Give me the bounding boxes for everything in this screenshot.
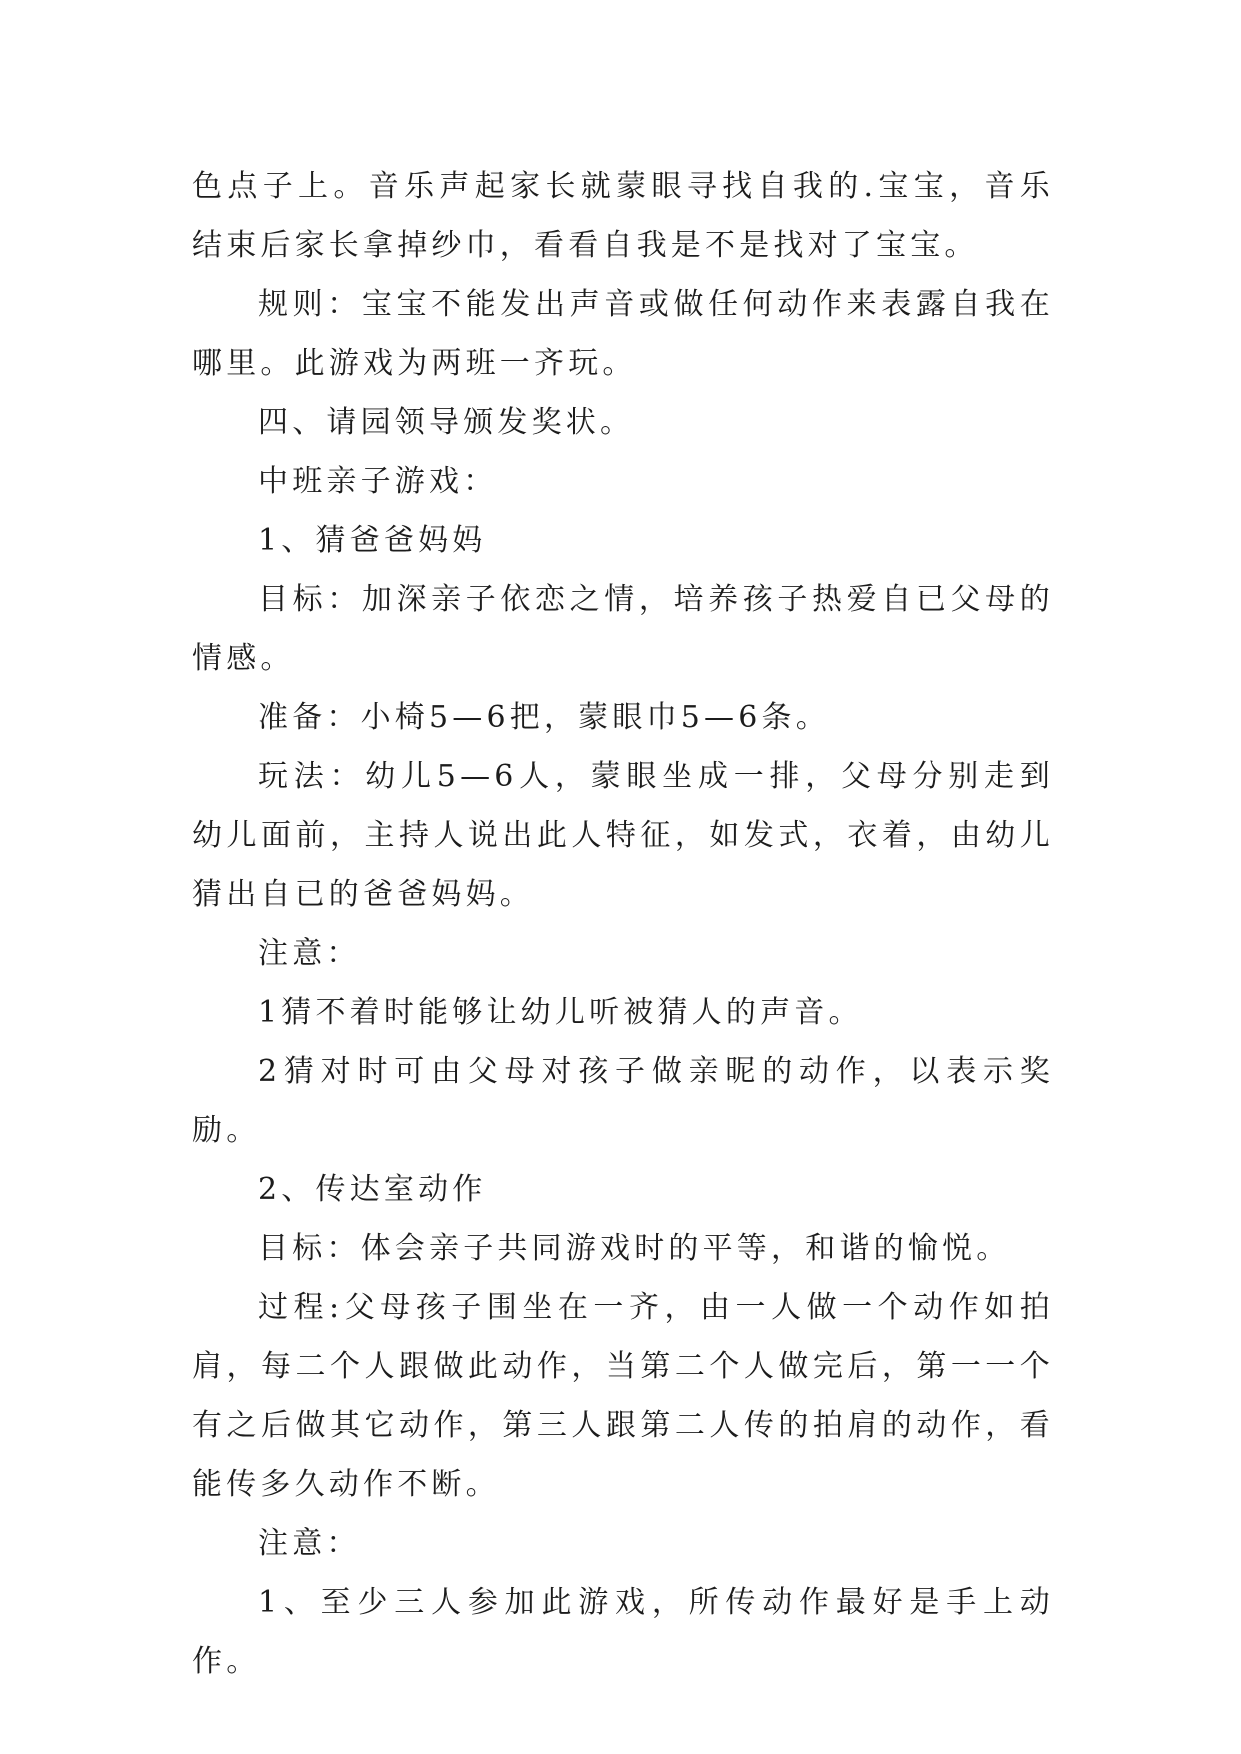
- paragraph-note-2-1: 1、至少三人参加此游戏，所传动作最好是手上动作。: [192, 1585, 1054, 1679]
- paragraph-preparation: 准备：小椅5—6把，蒙眼巾5—6条。: [258, 700, 830, 735]
- game-title-guess-parents: 1、猜爸爸妈妈: [258, 523, 487, 558]
- paragraph-rules: 规则：宝宝不能发出声音或做任何动作来表露自我在哪里。此游戏为两班一齐玩。: [192, 287, 1054, 381]
- section-heading-middle-class-games: 中班亲子游戏：: [258, 464, 498, 499]
- paragraph-how-to-play: 玩法：幼儿5—6人，蒙眼坐成一排，父母分别走到幼儿面前，主持人说出此人特征，如发式，衣着，由幼儿猜出自已的爸爸妈妈。: [192, 759, 1054, 912]
- document-body: [192, 157, 1054, 1691]
- paragraph-note-1-1: 1猜不着时能够让幼儿听被猜人的声音。: [258, 995, 863, 1030]
- paragraph-notes-heading-1: 注意：: [258, 936, 361, 971]
- paragraph-note-1-2: 2猜对时可由父母对孩子做亲昵的动作，以表示奖励。: [192, 1054, 1054, 1148]
- game-title-pass-action: 2、传达室动作: [258, 1172, 487, 1207]
- paragraph-award: 四、请园领导颁发奖状。: [258, 405, 635, 440]
- paragraph-goal-1: 目标：加深亲子依恋之情，培养孩子热爱自已父母的情感。: [192, 582, 1054, 676]
- paragraph-continuation: 色点子上。音乐声起家长就蒙眼寻找自我的.宝宝，音乐结束后家长拿掉纱巾，看看自我是不是找对了宝宝。: [192, 169, 1054, 263]
- paragraph-notes-heading-2: 注意：: [258, 1526, 361, 1561]
- paragraph-process: 过程:父母孩子围坐在一齐，由一人做一个动作如拍肩，每二个人跟做此动作，当第二个人做完后，第一一个有之后做其它动作，第三人跟第二人传的拍肩的动作，看能传多久动作不断。: [192, 1290, 1054, 1502]
- paragraph-goal-2: 目标：体会亲子共同游戏时的平等，和谐的愉悦。: [258, 1231, 1011, 1266]
